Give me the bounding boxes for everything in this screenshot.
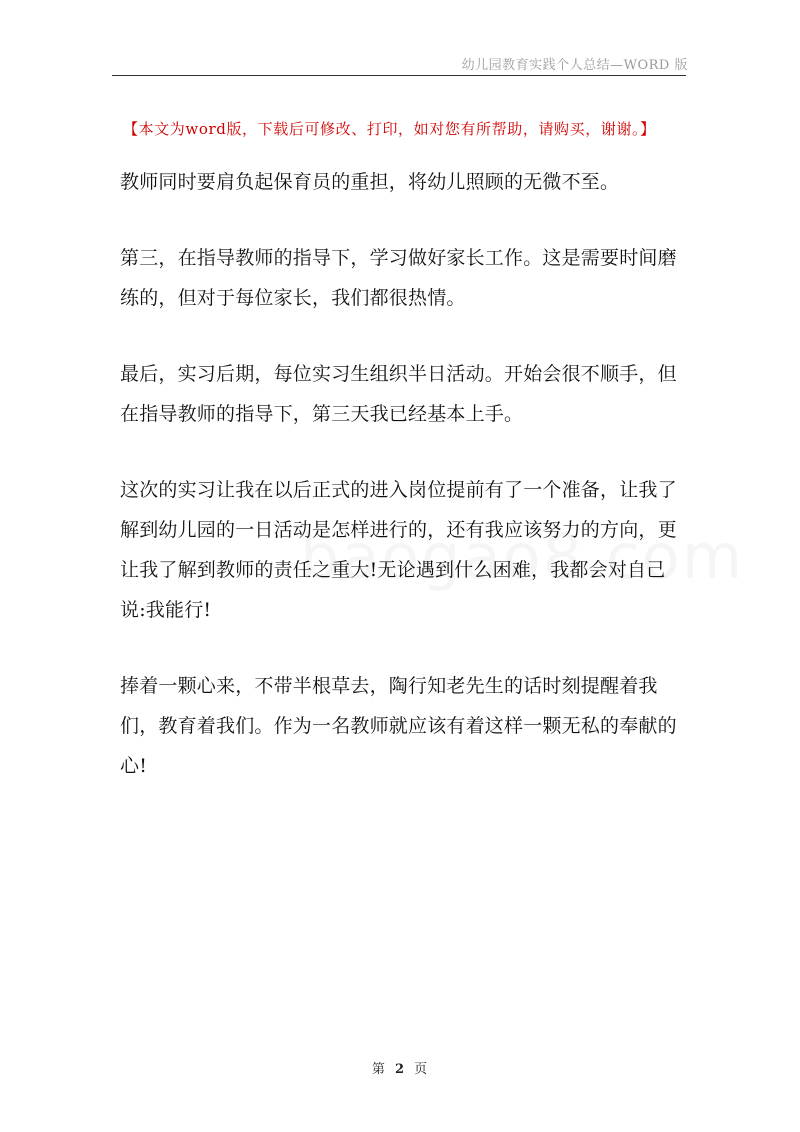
paragraph-4: 这次的实习让我在以后正式的进入岗位提前有了一个准备，让我了解到幼儿园的一日活动是怎样进行的，还有我应该努力的方向，更让我了解到教师的责任之重大!无论遇到什么困难，我都会对自己说:我能行!	[120, 479, 677, 621]
page-label-suffix: 页	[414, 1062, 429, 1077]
header-title: 幼儿园教育实践个人总结—WORD 版	[461, 58, 688, 73]
paragraph-2: 第三，在指导教师的指导下，学习做好家长工作。这是需要时间磨练的，但对于每位家长，我们都很热情。	[120, 247, 677, 309]
header-divider	[112, 75, 686, 76]
page-label-prefix: 第	[371, 1062, 386, 1077]
paragraph-1: 教师同时要肩负起保育员的重担，将幼儿照顾的无微不至。	[120, 171, 620, 193]
paragraph-3: 最后，实习后期，每位实习生组织半日活动。开始会很不顺手，但在指导教师的指导下，第三天我已经基本上手。	[120, 363, 677, 425]
page-number: 2	[394, 1062, 406, 1077]
body-text	[120, 162, 688, 822]
page-footer	[0, 1058, 800, 1077]
paragraph-5: 捧着一颗心来，不带半根草去，陶行知老先生的话时刻提醒着我们，教育着我们。作为一名教师就应该有着这样一颗无私的奉献的心!	[120, 675, 677, 777]
download-notice: 【本文为word版，下载后可修改、打印，如对您有所帮助，请购买，谢谢。】	[123, 120, 656, 138]
